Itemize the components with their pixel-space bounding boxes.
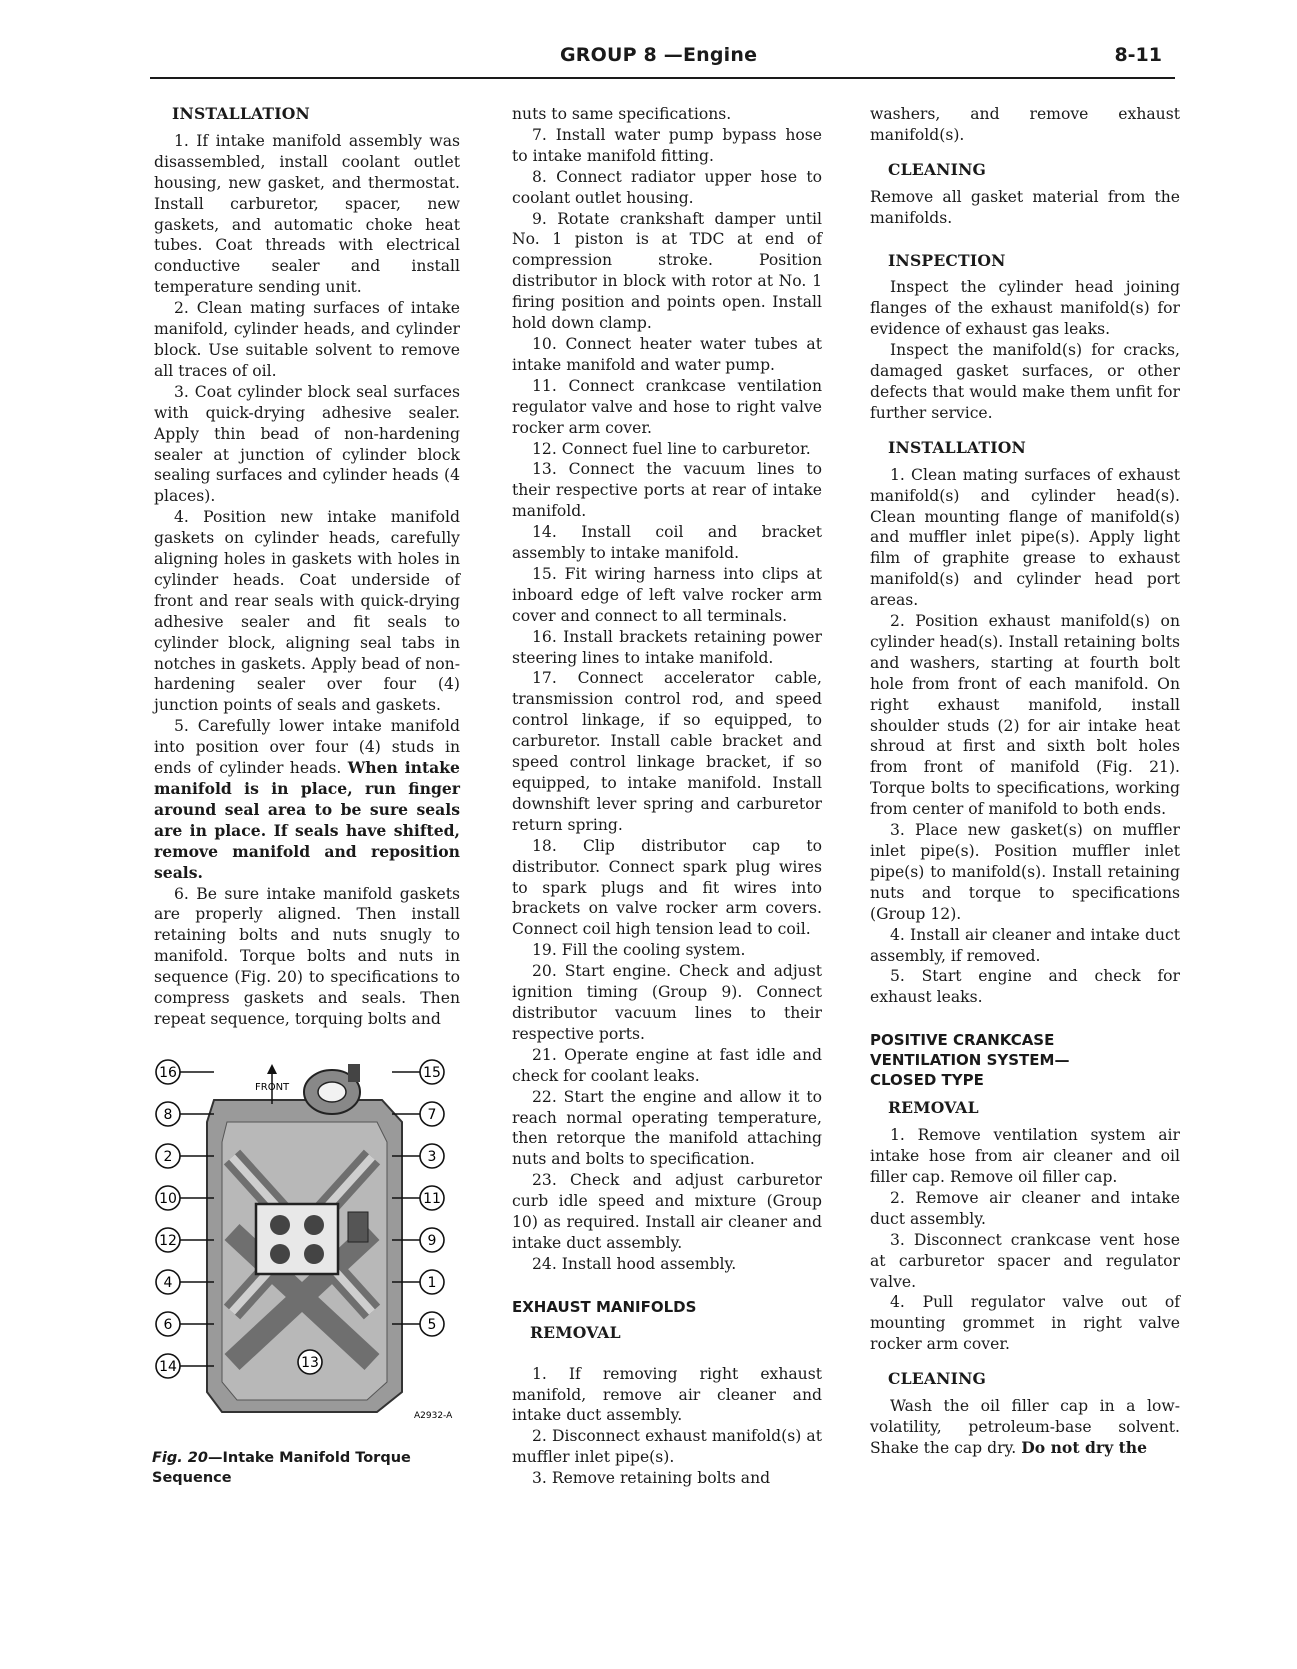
paragraph: nuts to same specifications. xyxy=(512,105,732,123)
paragraph: 1. If removing right exhaust manifold, remove air cleaner and intake duct assembly. xyxy=(512,1364,822,1425)
paragraph: 4. Position new intake manifold gaskets on cylinder heads, carefully aligning holes in gaskets with holes in cylinder heads. Coat underside of front and rear seals with quick-drying adhesive sealer and fit seals to cylinder block, aligning seal tabs in notches in gaskets. Apply bead of non-hardening sealer over four (4) junction points of seals and gaskets. xyxy=(154,508,460,715)
paragraph: Wash the oil filler cap in a low-volatility, petroleum-base solvent. Shake the cap dry. Do not dry the xyxy=(870,1397,1180,1457)
inspection-heading: INSPECTION xyxy=(888,250,1006,270)
paragraph: 17. Connect accelerator cable, transmission control rod, and speed control linkage, if so equipped, to carburetor. Install cable bracket and speed control linkage bracket, if so equipped, to intake manifold. Install downshift lever spring and carburetor return spring. xyxy=(512,669,822,834)
callout-number: 6 xyxy=(163,1317,173,1333)
callout-number: 4 xyxy=(163,1275,173,1291)
paragraph: 23. Check and adjust carburetor curb idle speed and mixture (Group 10) as required. Install air cleaner and intake duct assembly. xyxy=(512,1171,822,1252)
header-rule xyxy=(150,77,1175,79)
removal-heading: REMOVAL xyxy=(530,1322,621,1342)
pcv-heading: POSITIVE CRANKCASE VENTILATION SYSTEM— CLOSED TYPE xyxy=(870,1031,1070,1090)
installation-heading: INSTALLATION xyxy=(888,437,1026,457)
installation-heading: INSTALLATION xyxy=(172,104,310,123)
paragraph: 16. Install brackets retaining power steering lines to intake manifold. xyxy=(512,627,822,667)
paragraph: Remove all gasket material from the manifolds. xyxy=(870,187,1180,227)
paragraph: 1. If intake manifold assembly was disassembled, install coolant outlet housing, new gasket, and thermostat. Install carburetor, spacer, new gaskets, and automatic choke heat tubes. Coat threads with electrical conductive sealer and install temperature sending unit. xyxy=(154,131,460,297)
paragraph: Inspect the manifold(s) for cracks, damaged gasket surfaces, or other defects that would make them unfit for further service. xyxy=(870,341,1180,422)
paragraph: 9. Rotate crankshaft damper until No. 1 piston is at TDC at end of compression stroke. Position distributor in block with rotor at No. 1 firing position and points open. Install hold down clamp. xyxy=(512,209,822,333)
figure-caption: Fig. 20—Intake Manifold Torque Sequence xyxy=(152,1450,411,1486)
intake-manifold-torque-figure xyxy=(152,1062,453,1422)
paragraph: 3. Coat cylinder block seal surfaces with quick-drying adhesive sealer. Apply thin bead of non-hardening sealer at junction of cylinder block sealing surfaces and cylinder heads (4 places). xyxy=(154,382,460,506)
paragraph: 14. Install coil and bracket assembly to intake manifold. xyxy=(512,523,822,563)
paragraph: 10. Connect heater water tubes at intake manifold and water pump. xyxy=(512,334,822,374)
callout-number: 15 xyxy=(423,1065,441,1081)
callout-number: 14 xyxy=(159,1359,177,1375)
paragraph: 2. Clean mating surfaces of intake manifold, cylinder heads, and cylinder block. Use suitable solvent to remove all traces of oil. xyxy=(154,299,460,380)
callout-number: 13 xyxy=(301,1355,319,1371)
paragraph: 24. Install hood assembly. xyxy=(532,1254,737,1273)
callout-number: 5 xyxy=(427,1317,437,1333)
figure-reference: A2932-A xyxy=(414,1411,453,1421)
cleaning-heading: CLEANING xyxy=(888,1369,987,1389)
paragraph: 22. Start the engine and allow it to reach normal operating temperature, then retorque the manifold attaching nuts and bolts to specification. xyxy=(512,1087,822,1169)
figure-number: Fig. 20 xyxy=(152,1450,208,1466)
paragraph: 7. Install water pump bypass hose to intake manifold fitting. xyxy=(512,125,822,165)
column-3 xyxy=(870,104,1180,1459)
paragraph: 15. Fit wiring harness into clips at inboard edge of left valve rocker arm cover and connect to all terminals. xyxy=(512,564,822,625)
paragraph: 1. Clean mating surfaces of exhaust manifold(s) and cylinder head(s). Clean mounting flange of manifold(s) and muffler inlet pipe(s). Apply light film of graphite grease to exhaust manifold(s) and cylinder head port areas. xyxy=(870,465,1180,610)
callout-number: 1 xyxy=(427,1275,437,1291)
paragraph: 5. Start engine and check for exhaust leaks. xyxy=(870,967,1180,1007)
paragraph: 21. Operate engine at fast idle and check for coolant leaks. xyxy=(512,1045,822,1085)
page-number: 8-11 xyxy=(1114,44,1162,66)
paragraph: 19. Fill the cooling system. xyxy=(532,941,746,960)
paragraph: 3. Disconnect crankcase vent hose at carburetor spacer and regulator valve. xyxy=(870,1230,1180,1291)
paragraph: 4. Install air cleaner and intake duct assembly, if removed. xyxy=(870,925,1180,965)
paragraph: 13. Connect the vacuum lines to their respective ports at rear of intake manifold. xyxy=(512,460,822,521)
paragraph: 12. Connect fuel line to carburetor. xyxy=(532,439,811,458)
column-2 xyxy=(512,104,822,1489)
callout-number: 12 xyxy=(159,1233,177,1249)
callout-number: 16 xyxy=(159,1065,177,1081)
callout-number: 11 xyxy=(423,1191,441,1207)
front-label: FRONT xyxy=(255,1082,290,1093)
paragraph: 2. Remove air cleaner and intake duct assembly. xyxy=(870,1188,1180,1228)
callout-number: 3 xyxy=(427,1149,437,1165)
removal-heading: REMOVAL xyxy=(888,1098,979,1118)
paragraph: 8. Connect radiator upper hose to coolant outlet housing. xyxy=(512,167,822,207)
paragraph: 6. Be sure intake manifold gaskets are properly aligned. Then install retaining bolts and nuts snugly to manifold. Torque bolts and nuts in sequence (Fig. 20) to specifications to compress gaskets and seals. Then repeat sequence, torquing bolts and xyxy=(154,884,460,1028)
paragraph: 3. Remove retaining bolts and xyxy=(532,1469,771,1488)
callout-number: 8 xyxy=(163,1107,173,1123)
warning-text: When intake manifold is in place, run finger around seal area to be sure seals are in place. If seals have shifted, remove manifold and reposition seals. xyxy=(154,758,460,882)
paragraph: 5. Carefully lower intake manifold into position over four (4) studs in ends of cylinder heads. When intake manifold is in place, run finger around seal area to be sure seals are in place. If seals have shifted, remove manifold and reposition seals. xyxy=(154,717,460,882)
paragraph: 20. Start engine. Check and adjust ignition timing (Group 9). Connect distributor vacuum lines to their respective ports. xyxy=(512,962,822,1043)
callout-number: 10 xyxy=(159,1191,177,1207)
cleaning-heading: CLEANING xyxy=(888,159,987,179)
paragraph: washers, and remove exhaust manifold(s). xyxy=(870,105,1180,144)
paragraph: 4. Pull regulator valve out of mounting grommet in right valve rocker arm cover. xyxy=(870,1293,1180,1354)
paragraph: 18. Clip distributor cap to distributor. Connect spark plug wires to spark plugs and fit wires into brackets on valve rocker arm covers. Connect coil high tension lead to coil. xyxy=(512,836,822,939)
callout-number: 9 xyxy=(427,1233,437,1249)
callout-number: 7 xyxy=(427,1107,437,1123)
callout-number: 2 xyxy=(163,1149,173,1165)
column-1 xyxy=(154,104,460,1030)
paragraph: 3. Place new gasket(s) on muffler inlet pipe(s). Position muffler inlet pipe(s) to manifold(s). Install retaining nuts and torque to specifications (Group 12). xyxy=(870,821,1180,923)
paragraph: 1. Remove ventilation system air intake hose from air cleaner and oil filler cap. Remove oil filler cap. xyxy=(870,1126,1180,1186)
page-header xyxy=(150,44,1170,78)
paragraph: 2. Position exhaust manifold(s) on cylinder head(s). Install retaining bolts and washers, starting at fourth bolt hole from front of each manifold. On right exhaust manifold, install shoulder studs (2) for air intake heat shroud at first and sixth bolt holes from front of manifold (Fig. 21). Torque bolts to specifications, working from center of manifold to both ends. xyxy=(870,612,1180,819)
paragraph: Inspect the cylinder head joining flanges of the exhaust manifold(s) for evidence of exhaust gas leaks. xyxy=(870,278,1180,339)
exhaust-manifolds-heading: EXHAUST MANIFOLDS xyxy=(512,1297,697,1316)
paragraph: 2. Disconnect exhaust manifold(s) at muffler inlet pipe(s). xyxy=(512,1427,822,1467)
paragraph: 11. Connect crankcase ventilation regulator valve and hose to right valve rocker arm cover. xyxy=(512,376,822,437)
group-title: GROUP 8 —Engine xyxy=(560,44,758,66)
